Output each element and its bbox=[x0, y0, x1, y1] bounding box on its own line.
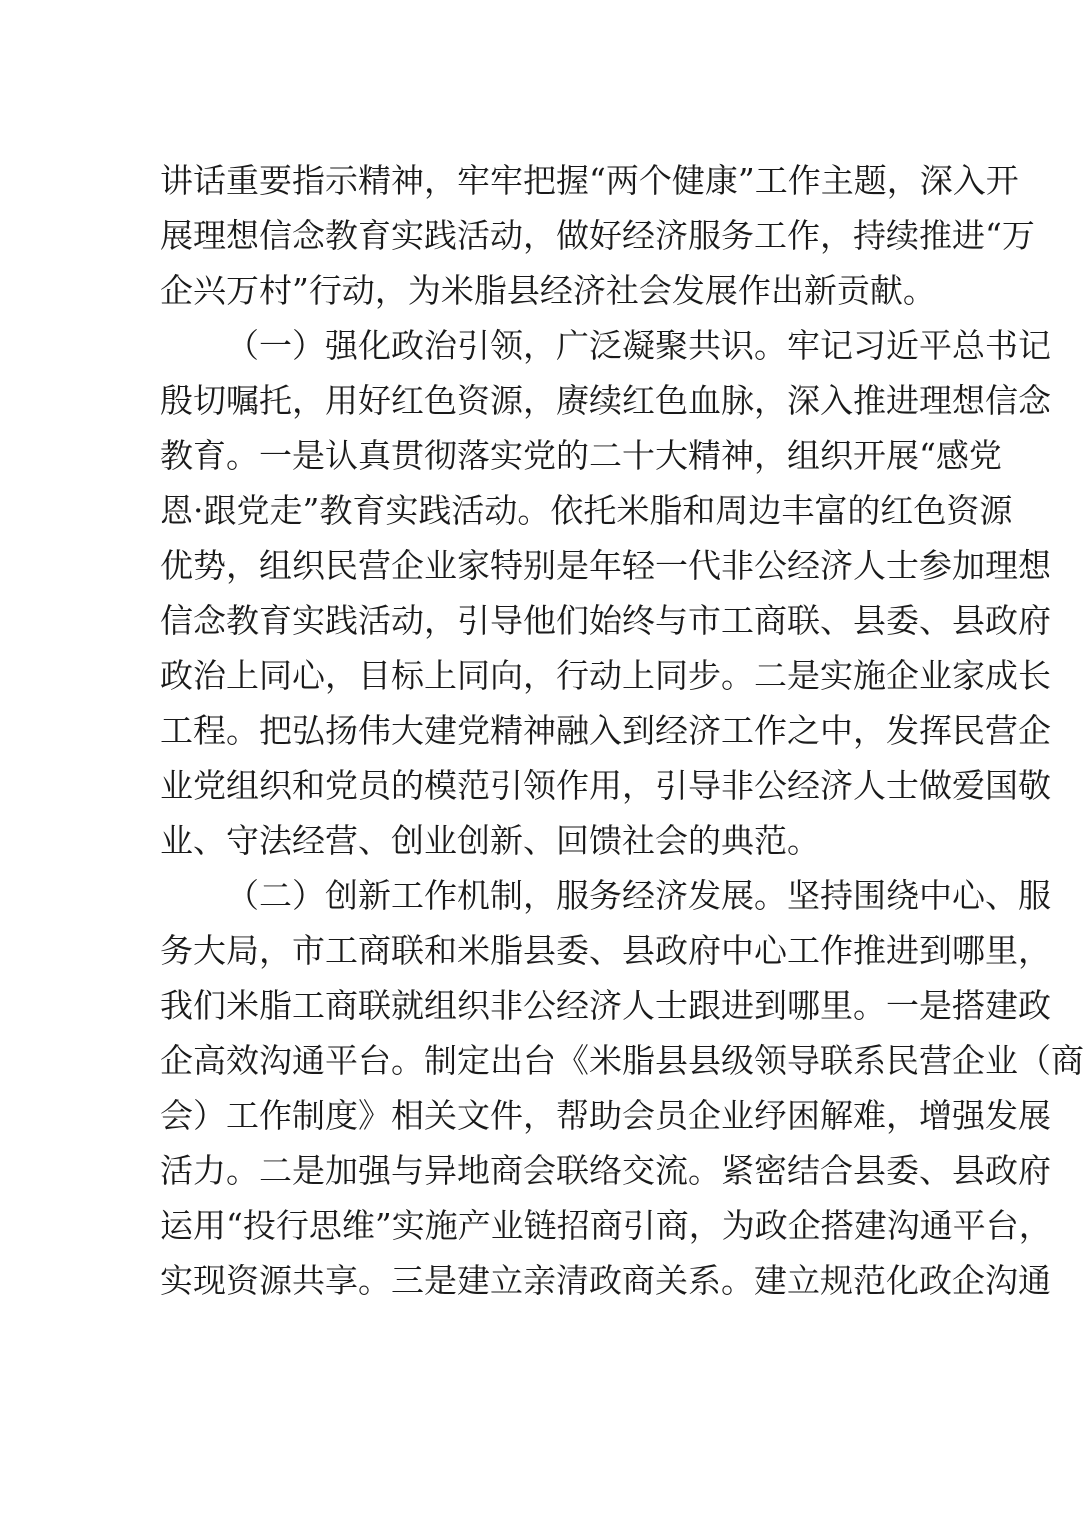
text-line: 殷切嘱托，用好红色资源，赓续红色血脉，深入推进理想信念 bbox=[160, 381, 1051, 420]
text-line: 业党组织和党员的模范引领作用，引导非公经济人士做爱国敬 bbox=[160, 766, 1051, 805]
text-line: 会）工作制度》相关文件，帮助会员企业纾困解难，增强发展 bbox=[160, 1096, 1051, 1135]
text-line: 教育。一是认真贯彻落实党的二十大精神，组织开展“感党 bbox=[160, 436, 1002, 475]
text-line: 企兴万村”行动，为米脂县经济社会发展作出新贡献。 bbox=[160, 271, 936, 310]
paragraph-1 bbox=[160, 153, 1035, 318]
text-line: （二）创新工作机制，服务经济发展。坚持围绕中心、服 bbox=[226, 876, 1051, 915]
text-line: 企高效沟通平台。制定出台《米脂县县级领导联系民营企业（商 bbox=[160, 1041, 1084, 1080]
text-line: 运用“投行思维”实施产业链招商引商，为政企搭建沟通平台， bbox=[160, 1206, 1052, 1245]
text-line: 信念教育实践活动，引导他们始终与市工商联、县委、县政府 bbox=[160, 601, 1051, 640]
text-line: 展理想信念教育实践活动，做好经济服务工作，持续推进“万 bbox=[160, 216, 1035, 255]
text-line: 实现资源共享。三是建立亲清政商关系。建立规范化政企沟通 bbox=[160, 1261, 1051, 1300]
text-line: 讲话重要指示精神，牢牢把握“两个健康”工作主题，深入开 bbox=[160, 161, 1019, 200]
text-line: 恩·跟党走”教育实践活动。依托米脂和周边丰富的红色资源 bbox=[160, 491, 1013, 530]
text-line: 优势，组织民营企业家特别是年轻一代非公经济人士参加理想 bbox=[160, 546, 1051, 585]
text-line: 我们米脂工商联就组织非公经济人士跟进到哪里。一是搭建政 bbox=[160, 986, 1051, 1025]
text-line: 业、守法经营、创业创新、回馈社会的典范。 bbox=[160, 821, 820, 860]
text-line: （一）强化政治引领，广泛凝聚共识。牢记习近平总书记 bbox=[226, 326, 1051, 365]
text-line: 活力。二是加强与异地商会联络交流。紧密结合县委、县政府 bbox=[160, 1151, 1051, 1190]
document-body bbox=[160, 153, 1084, 1308]
paragraph-2 bbox=[160, 318, 1051, 868]
text-line: 政治上同心，目标上同向，行动上同步。二是实施企业家成长 bbox=[160, 656, 1051, 695]
text-line: 工程。把弘扬伟大建党精神融入到经济工作之中，发挥民营企 bbox=[160, 711, 1051, 750]
paragraph-3 bbox=[160, 868, 1084, 1308]
text-line: 务大局，市工商联和米脂县委、县政府中心工作推进到哪里， bbox=[160, 931, 1051, 970]
